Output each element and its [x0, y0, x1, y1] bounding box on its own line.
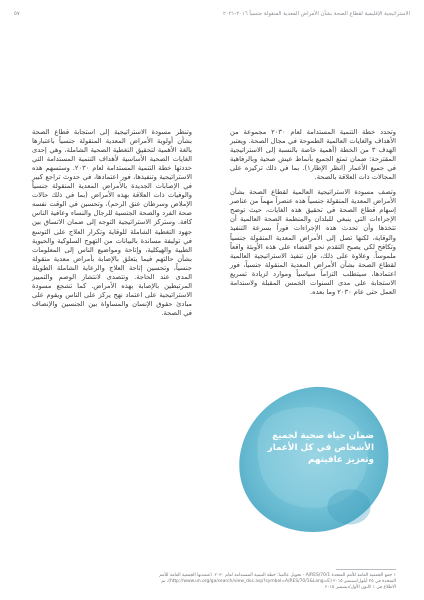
- header-title: الاستراتيجية الإقليمية لقطاع الصحة بشأن الأمراض المعدية المنقولة جنسياً ٢٠١٦-٢٠٢١: [223, 11, 410, 17]
- page-number: ٥٧: [14, 11, 20, 17]
- footnote: ١ جمع الجمعية العامة للأمم المتحدة A/RES/70/1 - تحويل عالمنا: خطة التنمية المستدامة لعام ٢٠٣٠. اعتمدتها الجمعية العامة للأمم المتحدة في ٢٥ أيلول/سبتمبر ٢٠١٥ (http://www.un.org/ga/search/view_doc.asp?symbol=A/RES/70/1&Lang=E)، تم الاطلاع في ١ كانون الأول/ديسمبر ٢٠١٥: [159, 573, 396, 590]
- right-paragraph-2: وتصف مسودة الاستراتيجية العالمية لقطاع الصحة بشأن الأمراض المعدية المنقولة جنسياً هذه عنصراً مهماً من عناصر إسهام قطاع الصحة في تحقيق هذه الغايات، حيث توضح الإجراءات التي ينبغي للبلدان والمنظمة الصحة العالمية أن تتخذها وأن تحدث هذه الإجراءات فوراً بسرعة التنفيذ والوقاية، لكنها تصل إلى الأمراض المعدية المنقولة جنسياً وتكافح لكي يصبح التقدم نحو القضاء على هذه الأوبئة واقعاً ملموساً. وعلاوة على ذلك، فإن تنفيذ الاستراتيجية العالمية لقطاع الصحة بشأن الأمراض المعدية المنقولة جنسياً، فور اعتمادها، سيتطلب التزاماً سياسياً وموارد لزيادة تسريع الاستجابة على مدى السنوات الخمس المقبلة ولاستدامة العمل حتى عام ٢٠٣٠ وما بعده.: [230, 188, 396, 296]
- left-column: [32, 128, 192, 324]
- running-header: [14, 11, 410, 17]
- left-paragraph-1: وتنظر مسودة الاستراتيجية إلى استجابة قطاع الصحة بشأن أولوية الأمراض المعدية المنقولة جنسياً باعتبارها بالغة الأهمية لتحقيق التغطية الصحية الشاملة، وهي إحدى الغايات الصحية الأساسية لأهداف التنمية المستدامة التي حددتها خطة التنمية المستدامة لعام ٢٠٣٠. وستسهم هذه الاستراتيجية وتنفيذها، فور اعتمادها، في حدوث تراجع كبير في الإصابات الجديدة بالأمراض المعدية المنقولة جنسياً والوفيات ذات العلاقة بهذه الأمراض (بما في ذلك حالات الإملاص وسرطان عنق الرحم)، وتحسين في الوقت نفسه صحة الفرد والصحة الجنسية للرجال والنساء وعافية الناس كافة. وستركز الاستراتيجية التوجه إلى ضمان الاتساق بين جهود التغطية الشاملة للوقاية وتكرار العلاج على التوسع في توليفة مساندة بالبيانات من التهوج السلوكية والحيوية الطبية والهيكلية، وإتاحة ومواضيع الناس إلى المعلومات بشأن حالتهم فيما يتعلق بالإصابة بأمراض معدية منقولة جنسياً، وتحسين إتاحة العلاج والرعاية الشاملة الطويلة المدى عند الحاجة. وتتصدى لانتشار الوصم والتمييز المرتبطين بالإصابة بهذه الأمراض. كما تشجع مسودة الاستراتيجية على اعتماد نهج يركز على الناس ويقوم على مبادئ حقوق الإنسان والمساواة بين الجنسين والإنصاف في الصحة.: [32, 128, 192, 317]
- footnote-divider: [336, 569, 396, 570]
- callout-text: ضمان حياة صحية لجميع الأشخاص في كل الأعمار وتعزيز عافيتهم: [267, 431, 374, 465]
- right-paragraph-1: وتحدد خطة التنمية المستدامة لعام ٢٠٣٠ مجموعة من الأهداف والغايات العالمية الطموحة في مجال الصحة. ويعتبر الهدف ٣ من الخطة (أهمية خاصة بالنسبة إلى الاستراتيجية المقترحة: ضمان تمتع الجميع بأنماط عيش صحية وبالرفاهية في جميع الأعمار (انظر الإطار١). بما في ذلك تركيزه على المجالات ذات العلاقة بالصحة.: [230, 128, 396, 182]
- right-column: [230, 128, 396, 303]
